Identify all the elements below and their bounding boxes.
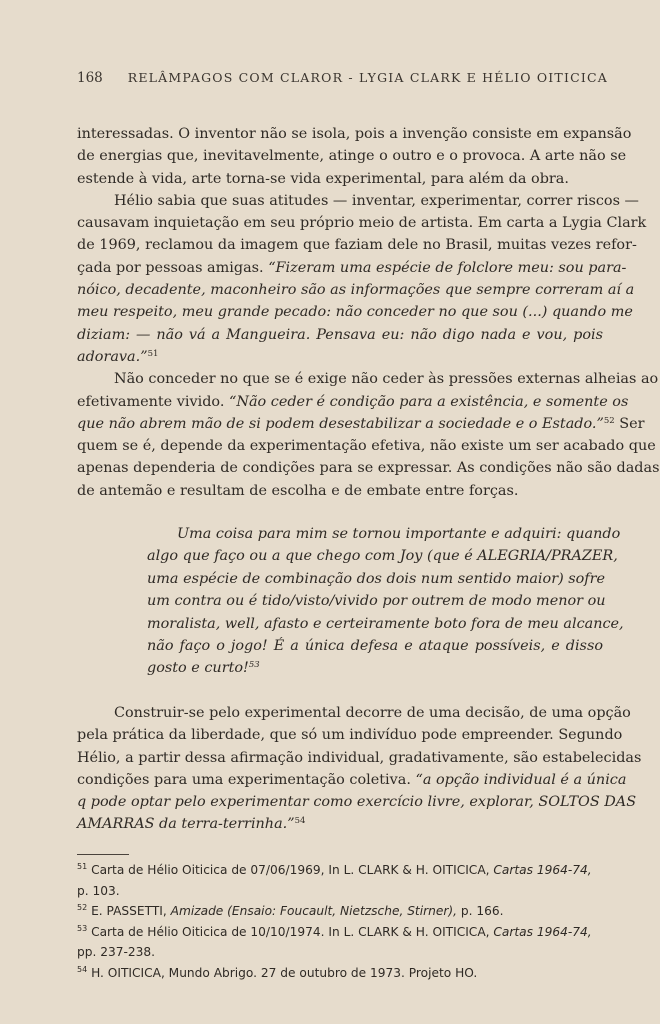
quotation: “Fizeram uma espécie de folclore meu: sou para- [268, 259, 627, 276]
text-line: interessadas. O inventor não se isola, pois a invenção consiste em expansão [77, 126, 632, 142]
text-line: q pode optar pelo experimentar como exercício livre, explorar, SOLTOS DAS [77, 794, 637, 811]
footnote-ref: 52 [603, 415, 615, 426]
footnote-ref: 51 [147, 348, 159, 359]
quote-line: um contra ou é tido/visto/vivido por outrem de modo menor ou [147, 593, 606, 610]
quotation: “a opção individual é a única [415, 771, 627, 788]
text-line: efetivamente vivido. “Não ceder é condição para a existência, e somente os [77, 393, 629, 410]
text-line: de antemão e resultam de escolha e de embate entre forças. [77, 482, 519, 499]
running-title: RELÂMPAGOS COM CLAROR - LYGIA CLARK E HÉLIO OITICICA [127, 70, 608, 85]
footnote: $^{51}$ Carta de Hélio Oiticica de 07/06/1969, In L. CLARK & H. OITICICA, Cartas 1964-74, p. 103. [77, 862, 592, 898]
quote-line: algo que faço ou a que chego com Joy (que é ALEGRIA/PRAZER, [147, 548, 618, 565]
text-line: Construir-se pelo experimental decorre de uma decisão, de uma opção [114, 705, 631, 721]
quote-line: moralista, well, afasto e certeiramente boto fora de meu alcance, [147, 615, 624, 632]
text-line: Hélio sabia que suas atitudes — inventar, experimentar, correr riscos — [114, 192, 639, 209]
paragraph [77, 702, 642, 836]
block-quote [147, 523, 624, 680]
text-line: que não abrem mão de si podem desestabilizar a sociedade e o Estado.”$^{52}$ Ser [77, 415, 645, 432]
text-line: de energias que, inevitavelmente, atinge o outro e o provoca. A arte não se [77, 148, 627, 165]
text-line: nóico, decadente, maconheiro são as informações que sempre correram aí a [77, 282, 635, 299]
footnotes [77, 860, 605, 983]
page-number: 168 [77, 70, 103, 86]
text-line: Não conceder no que se é exige não ceder às pressões externas alheias ao [114, 371, 659, 388]
text-line: adorava.”$^{51}$ [77, 348, 159, 365]
quote-line: uma espécie de combinação dos dois num sentido maior) sofre [147, 570, 606, 587]
quote-line: gosto e curto!$^{53}$ [147, 660, 260, 677]
body-text [77, 123, 660, 502]
text-line: apenas dependeria de condições para se expressar. As condições não são dadas [77, 460, 660, 477]
text-line: çada por pessoas amigas. “Fizeram uma espécie de folclore meu: sou para- [77, 259, 627, 276]
text-line: meu respeito, meu grande pecado: não conceder no que sou (...) quando me [77, 304, 633, 321]
quotation: “Não ceder é condição para a existência, e somente os [229, 393, 629, 410]
footnote-ref: 53 [248, 660, 260, 671]
text-line: de 1969, reclamou da imagem que faziam dele no Brasil, muitas vezes refor- [77, 237, 637, 254]
footnote-ref: 54 [294, 816, 306, 827]
text-line: pela prática da liberdade, que só um indivíduo pode empreender. Segundo [77, 727, 623, 744]
text-line: causavam inquietação em seu próprio meio de artista. Em carta a Lygia Clark [77, 215, 647, 232]
text-line: Hélio, a partir dessa afirmação individual, gradativamente, são estabelecidas [77, 749, 642, 766]
text-line: estende à vida, arte torna-se vida experimental, para além da obra. [77, 170, 569, 187]
text-line: condições para uma experimentação coletiva. “a opção individual é a única [77, 771, 627, 788]
footnote: $^{53}$ Carta de Hélio Oiticica de 10/10/1974. In L. CLARK & H. OITICICA, Cartas 1964-74, pp. 237-238. [77, 923, 592, 959]
text-line: diziam: — não vá a Mangueira. Pensava eu: não digo nada e vou, pois [77, 326, 603, 343]
text-line: quem se é, depende da experimentação efetiva, não existe um ser acabado que [77, 438, 656, 455]
footnote: $^{54}$ H. OITICICA, Mundo Abrigo. 27 de outubro de 1973. Projeto HO. [77, 964, 478, 980]
text-line: AMARRAS da terra-terrinha.”$^{54}$ [77, 816, 306, 833]
quote-line: Uma coisa para mim se tornou importante e adquiri: quando [177, 526, 621, 542]
footnote-divider [77, 854, 129, 855]
footnote: $^{52}$ E. PASSETTI, Amizade (Ensaio: Foucault, Nietzsche, Stirner), p. 166. [77, 903, 504, 918]
page-header [77, 70, 608, 90]
quote-line: não faço o jogo! É a única defesa e ataque possíveis, e disso [147, 638, 603, 655]
